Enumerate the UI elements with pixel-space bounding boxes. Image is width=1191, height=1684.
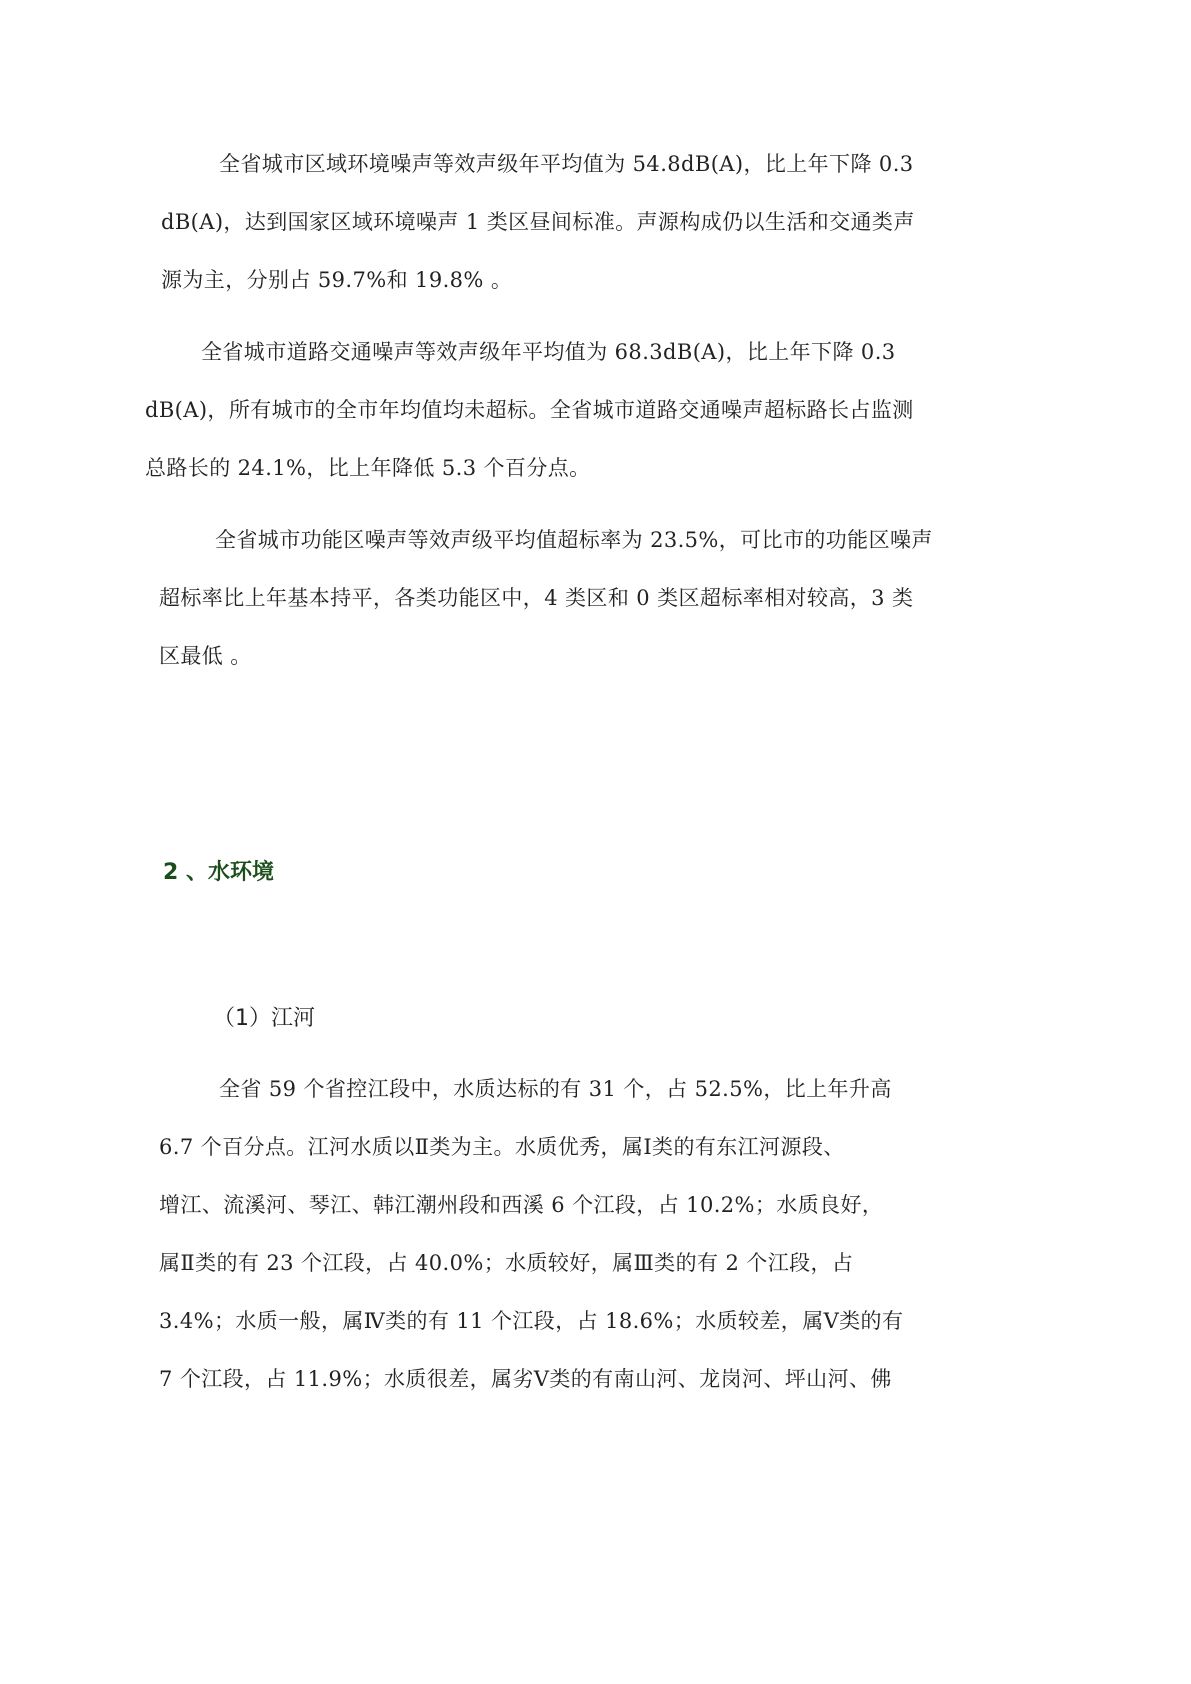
water-para-line4: 属Ⅱ类的有 23 个江段，占 40.0%；水质较好，属Ⅲ类的有 2 个江段，占 [159,1251,854,1275]
water-para-line1: 全省 59 个省控江段中，水质达标的有 31 个，占 52.5%，比上年升高 [219,1077,892,1101]
water-para-line6: 7 个江段，占 11.9%；水质很差，属劣Ⅴ类的有南山河、龙岗河、坪山河、佛 [159,1367,892,1391]
noise-para3-line2: 超标率比上年基本持平，各类功能区中，4 类区和 0 类区超标率相对较高，3 类 [159,586,914,610]
subheading-rivers: （1）江河 [213,1006,315,1031]
noise-para2-line1: 全省城市道路交通噪声等效声级年平均值为 68.3dB(A)，比上年下降 0.3 [201,340,896,364]
noise-para3-line1: 全省城市功能区噪声等效声级平均值超标率为 23.5%，可比市的功能区噪声 [215,528,933,552]
section-heading-water: 2 、水环境 [163,860,274,885]
water-para-line5: 3.4%；水质一般，属Ⅳ类的有 11 个江段，占 18.6%；水质较差，属Ⅴ类的有 [159,1309,904,1333]
noise-para1-line3: 源为主，分别占 59.7%和 19.8% 。 [161,268,513,292]
noise-para1-line1: 全省城市区域环境噪声等效声级年平均值为 54.8dB(A)，比上年下降 0.3 [219,152,914,176]
noise-para2-line2: dB(A)，所有城市的全市年均值均未超标。全省城市道路交通噪声超标路长占监测 [145,398,914,422]
water-para-line3: 增江、流溪河、琴江、韩江潮州段和西溪 6 个江段，占 10.2%；水质良好， [159,1193,884,1217]
noise-para1-line2: dB(A)，达到国家区域环境噪声 1 类区昼间标准。声源构成仍以生活和交通类声 [161,210,915,234]
water-para-line2: 6.7 个百分点。江河水质以Ⅱ类为主。水质优秀，属Ⅰ类的有东江河源段、 [159,1135,845,1159]
noise-para3-line3: 区最低 。 [159,644,252,668]
noise-para2-line3: 总路长的 24.1%，比上年降低 5.3 个百分点。 [145,456,591,480]
